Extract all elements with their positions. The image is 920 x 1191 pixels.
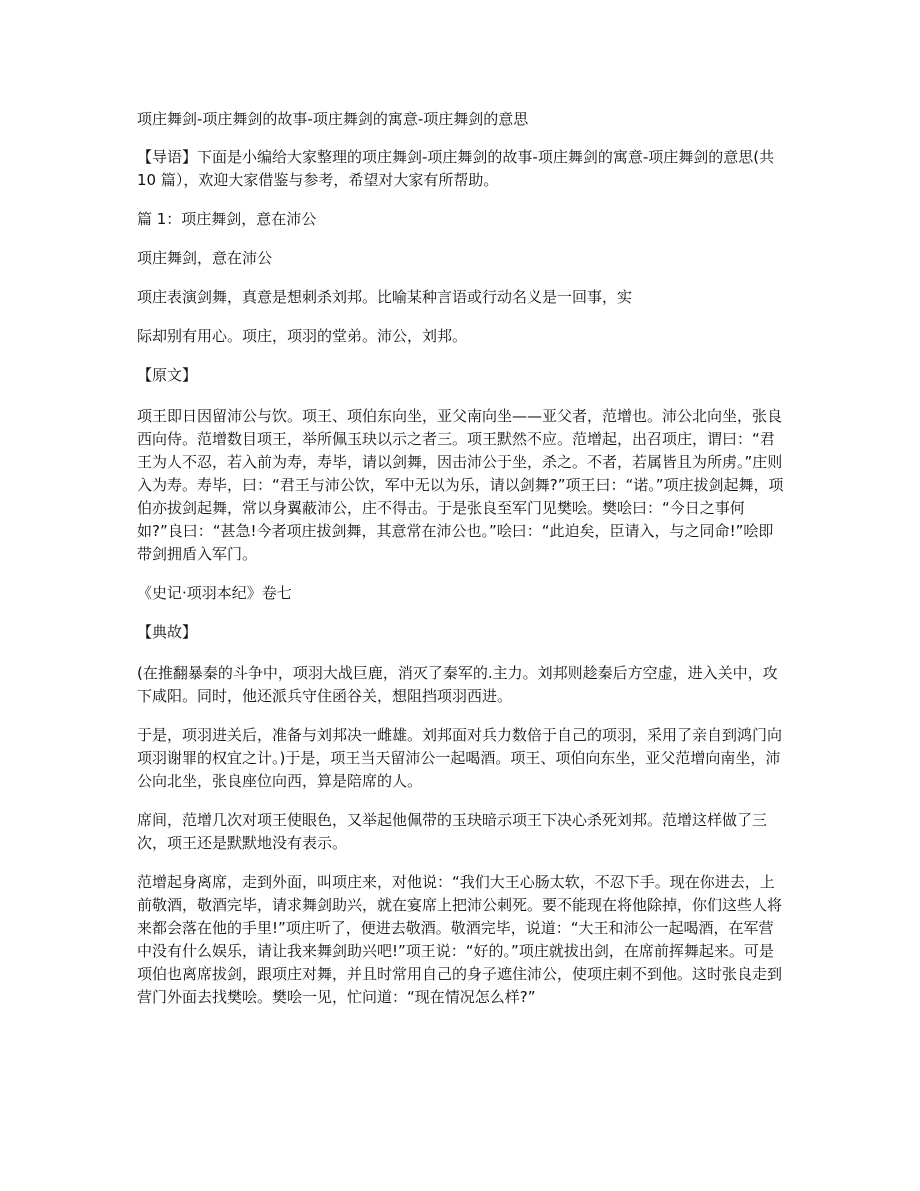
allusion-paragraph-2: 于是，项羽进关后，准备与刘邦决一雌雄。刘邦面对兵力数倍于自己的项羽，采用了亲自到鸿门向项羽谢罪的权宜之计。)于是，项王当天留沛公一起喝酒。项王、项伯向东坐，亚父范增向南坐，沛公向北坐，张良座位向西，算是陪席的人。	[137, 726, 783, 790]
allusion-paragraph-1: (在推翻暴秦的斗争中，项羽大战巨鹿，消灭了秦军的.主力。刘邦则趁秦后方空虚，进入关中，攻下咸阳。同时，他还派兵守住函谷关，想阻挡项羽西进。	[137, 664, 778, 705]
original-text-paragraph: 项王即日因留沛公与饮。项王、项伯东向坐，亚父南向坐——亚父者，范增也。沛公北向坐，张良西向侍。范增数目项王，举所佩玉玦以示之者三。项王默然不应。范增起，出召项庄，谓曰：“君王为人不忍，若入前为寿，寿毕，请以剑舞，因击沛公于坐，杀之。不者，若属皆且为所虏。”庄则入为寿。寿毕，曰：“君王与沛公饮，军中无以为乐，请以剑舞?”项王曰：“诺。”项庄拔剑起舞，项伯亦拔剑起舞，常以身翼蔽沛公，庄不得击。于是张良至军门见樊哙。樊哙曰：“今日之事何如?”良曰：“甚急!今者项庄拔剑舞，其意常在沛公也。”哙曰：“此迫矣，臣请入，与之同命!”哙即带剑拥盾入军门。	[137, 407, 784, 563]
intro-paragraph: 【导语】下面是小编给大家整理的项庄舞剑-项庄舞剑的故事-项庄舞剑的寓意-项庄舞剑的意思(共 10 篇），欢迎大家借鉴与参考，希望对大家有所帮助。	[137, 148, 775, 189]
source-citation: 《史记·项羽本纪》卷七	[137, 584, 292, 602]
allusion-label: 【典故】	[137, 623, 198, 641]
section-heading: 篇 1：项庄舞剑，意在沛公	[137, 210, 317, 228]
meaning-line-2: 际却别有用心。项庄，项羽的堂弟。沛公，刘邦。	[137, 327, 468, 345]
document-body	[137, 108, 787, 1025]
idiom-subheading: 项庄舞剑，意在沛公	[137, 249, 273, 267]
original-text-label: 【原文】	[137, 366, 198, 384]
document-title: 项庄舞剑-项庄舞剑的故事-项庄舞剑的寓意-项庄舞剑的意思	[137, 110, 529, 128]
meaning-line-1: 项庄表演剑舞，真意是想刺杀刘邦。比喻某种言语或行动名义是一回事，实	[137, 288, 633, 306]
allusion-paragraph-3: 席间，范增几次对项王使眼色，又举起他佩带的玉玦暗示项王下决心杀死刘邦。范增这样做了三次，项王还是默默地没有表示。	[137, 811, 768, 852]
allusion-paragraph-4: 范增起身离席，走到外面，叫项庄来，对他说：“我们大王心肠太软，不忍下手。现在你进去，上前敬酒，敬酒完毕，请求舞剑助兴，就在宴席上把沛公刺死。要不能现在将他除掉，你们这些人将来都会落在他的手里!”项庄听了，便进去敬酒。敬酒完毕，说道：“大王和沛公一起喝酒，在军营中没有什么娱乐，请让我来舞剑助兴吧!”项王说：“好的。”项庄就拔出剑，在席前挥舞起来。可是项伯也离席拔剑，跟项庄对舞，并且时常用自己的身子遮住沛公，使项庄刺不到他。这时张良走到营门外面去找樊哙。樊哙一见，忙问道：“现在情况怎么样?”	[137, 873, 783, 1006]
